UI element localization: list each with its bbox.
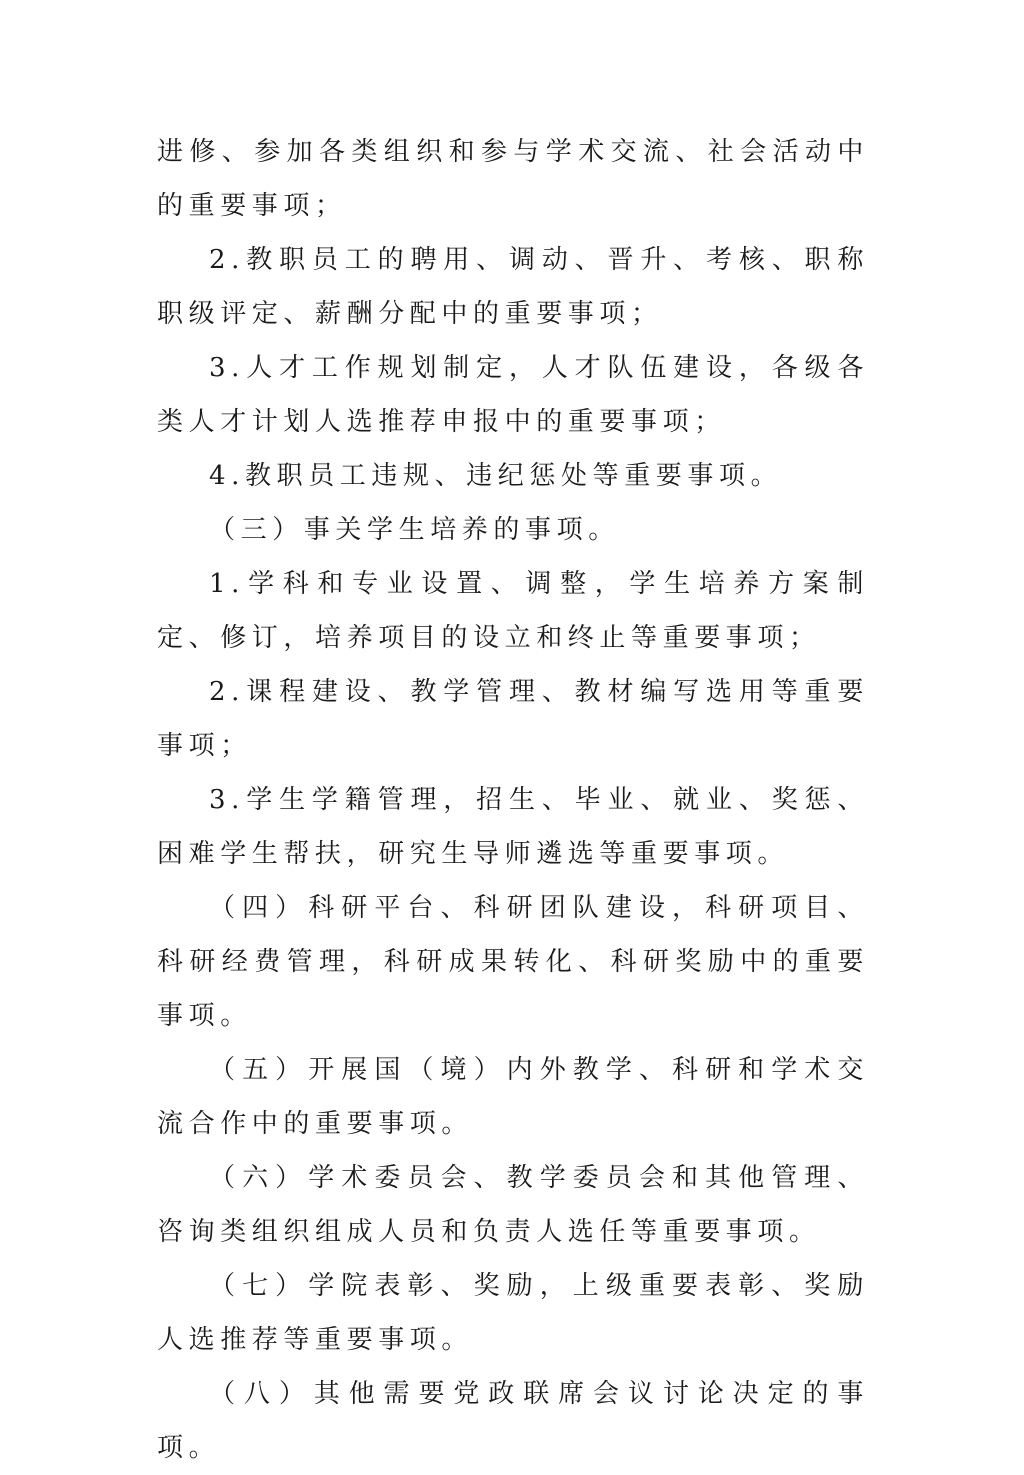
paragraph-item-4-staff-discipline: 4.教职员工违规、违纪惩处等重要事项。 [209, 461, 783, 491]
paragraph-item-1-discipline-setup: 1.学科和专业设置、调整，学生培养方案制定、修订，培养项目的设立和终止等重要事项； [157, 569, 869, 653]
section-5-international-exchange: （五）开展国（境）内外教学、科研和学术交流合作中的重要事项。 [157, 1055, 869, 1139]
section-6-committee-appointments: （六）学术委员会、教学委员会和其他管理、咨询类组织组成人员和负责人选任等重要事项。 [157, 1163, 869, 1247]
paragraph-item-3-talent-planning: 3.人才工作规划制定，人才队伍建设，各级各类人才计划人选推荐申报中的重要事项； [157, 353, 869, 437]
section-8-other-matters: （八）其他需要党政联席会议讨论决定的事项。 [157, 1379, 869, 1463]
section-heading-3-student-training: （三）事关学生培养的事项。 [209, 515, 620, 545]
paragraph-continuation: 进修、参加各类组织和参与学术交流、社会活动中的重要事项； [157, 137, 869, 221]
paragraph-item-2-staff-employment: 2.教职员工的聘用、调动、晋升、考核、职称职级评定、薪酬分配中的重要事项； [157, 245, 869, 329]
paragraph-item-2-course-building: 2.课程建设、教学管理、教材编写选用等重要事项； [157, 677, 869, 761]
section-7-awards: （七）学院表彰、奖励，上级重要表彰、奖励人选推荐等重要事项。 [157, 1271, 869, 1355]
section-4-research-platform: （四）科研平台、科研团队建设，科研项目、科研经费管理，科研成果转化、科研奖励中的重要事项。 [157, 893, 869, 1031]
document-body [157, 125, 869, 1475]
paragraph-item-3-student-records: 3.学生学籍管理，招生、毕业、就业、奖惩、困难学生帮扶，研究生导师遴选等重要事项。 [157, 785, 869, 869]
